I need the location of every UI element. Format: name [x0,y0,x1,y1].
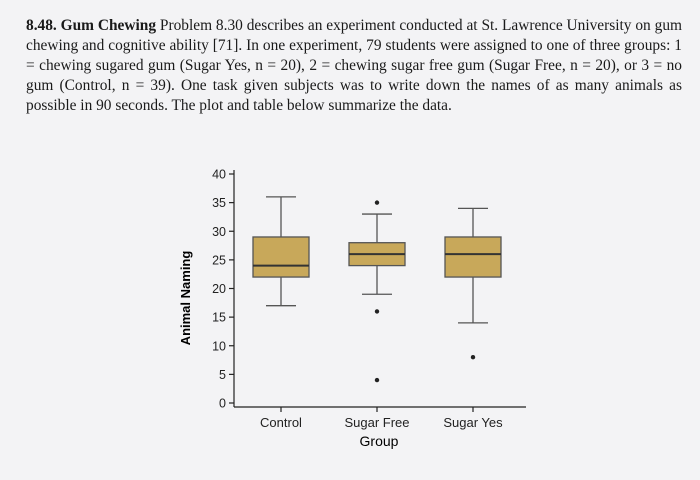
problem-number: 8.48. [26,17,57,34]
y-tick-label-40: 40 [212,167,226,182]
problem-text [26,16,682,116]
outlier-sugar-free-0 [375,378,379,382]
y-tick-label-20: 20 [212,282,226,296]
y-tick-label-5: 5 [219,367,226,382]
x-tick-label-control: Control [260,415,302,430]
y-axis-label: Animal Naming [178,250,193,346]
problem-title: Gum Chewing [60,17,157,34]
y-tick-label-30: 30 [212,224,226,239]
box-sugar-yes [445,237,501,277]
boxplot-figure [176,158,536,458]
outlier-sugar-yes-0 [471,355,475,359]
y-tick-label-25: 25 [212,253,226,268]
y-tick-label-35: 35 [212,196,226,211]
problem-body: Problem 8.30 describes an experiment conducted at St. Lawrence University on gum chewing and cognitive ability [71]. In one experiment, 79 students were assigned to one of three groups: 1 = chewing sugared gum (Sugar Yes, n = 20), 2 = chewing sugar free gum (Sugar Free, n = 20), or 3 = no gum (Control, n = 39). One task given subjects was to write down the names of as many animals as possible in 90 seconds. The plot and table below summarize the data. [26,17,682,114]
y-tick-label-15: 15 [212,310,226,325]
x-tick-label-sugar-yes: Sugar Yes [443,415,503,430]
outlier-sugar-free-1 [375,309,379,313]
box-control [253,237,309,277]
outlier-sugar-free-2 [375,200,379,204]
x-axis-label: Group [359,433,399,449]
y-tick-label-10: 10 [212,339,226,354]
y-tick-label-0: 0 [219,396,226,411]
x-tick-label-sugar-free: Sugar Free [344,415,410,430]
boxplot-chart [176,158,536,458]
